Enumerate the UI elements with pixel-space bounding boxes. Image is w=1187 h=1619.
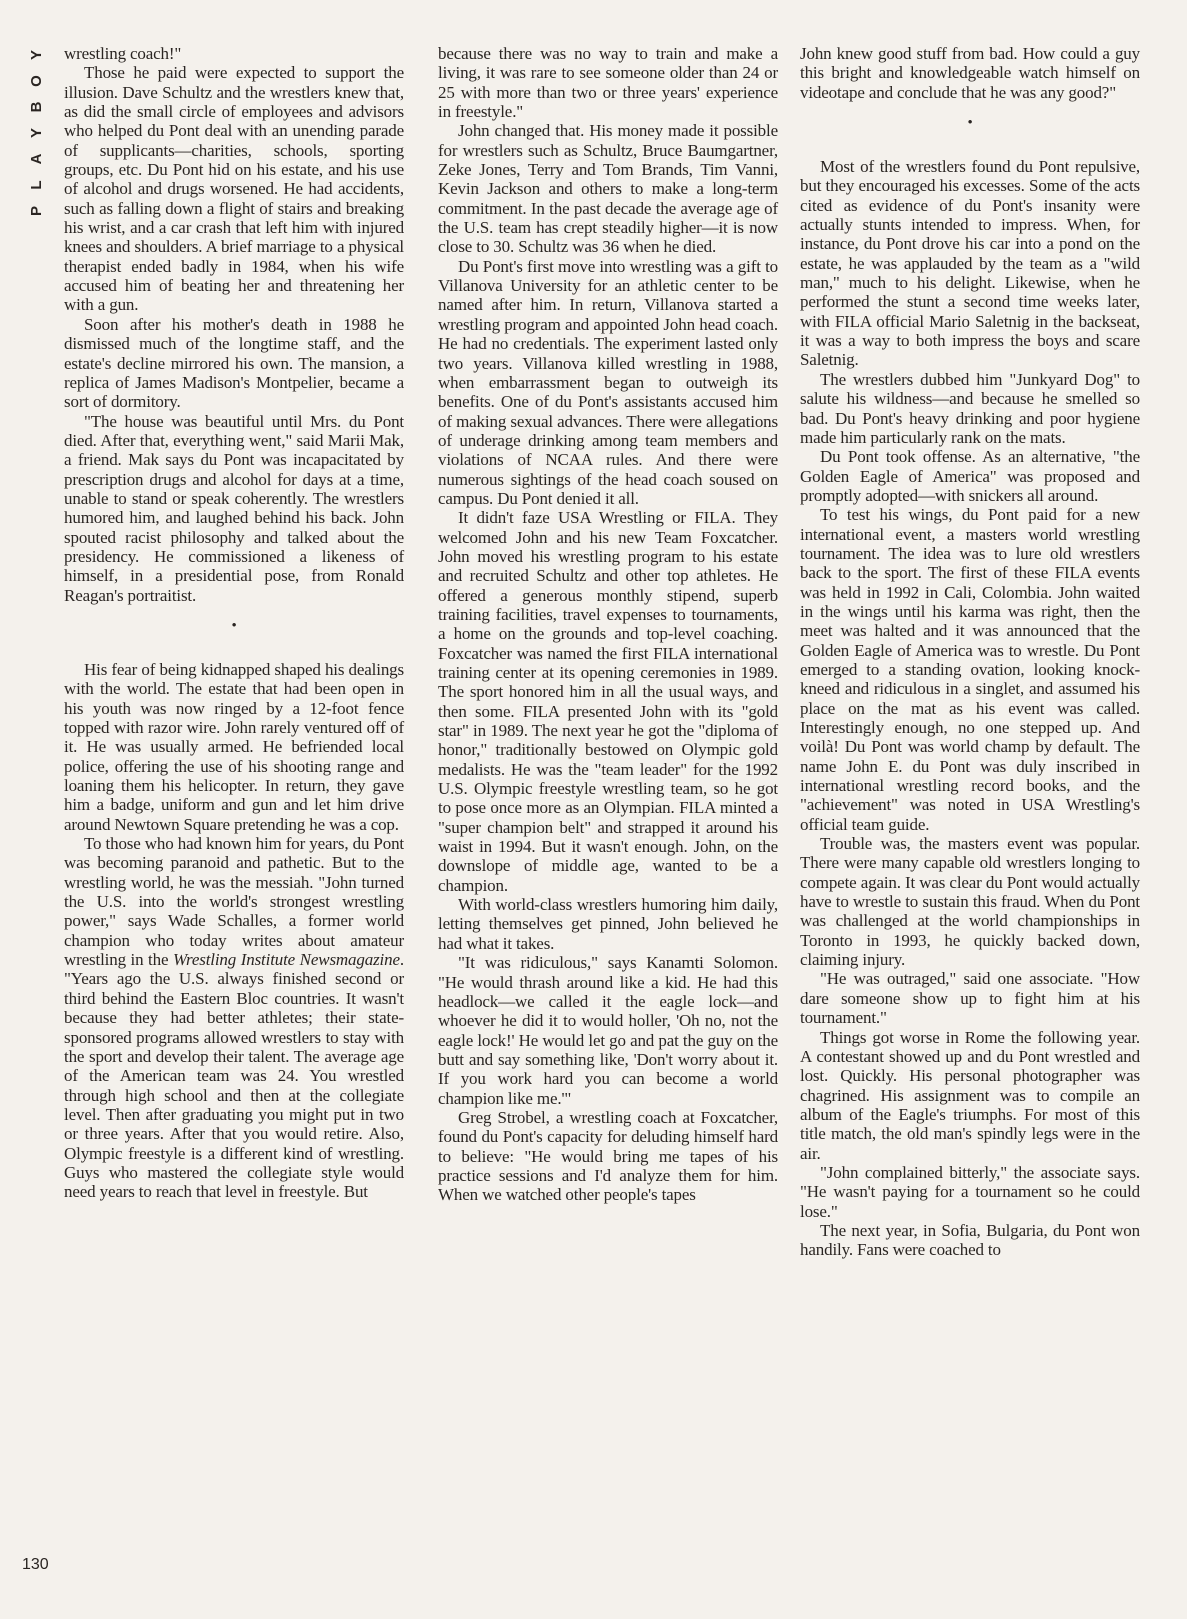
paragraph: The next year, in Sofia, Bulgaria, du Pont won handily. Fans were coached to (800, 1220, 1140, 1260)
paragraph: Greg Strobel, a wrestling coach at Foxcatcher, found du Pont's capacity for deluding himself hard to believe: "He would bring me tapes of his practice sessions and I'd analyze them for him. When we watched other people's tapes (438, 1107, 778, 1205)
paragraph: Trouble was, the masters event was popular. There were many capable old wrestlers longing to compete again. It was clear du Pont would actually have to wrestle to sustain this fraud. When du Pont was challenged at the world championships in Toronto in 1993, he quickly backed down, claiming injury. (800, 834, 1140, 970)
paragraph: His fear of being kidnapped shaped his dealings with the world. The estate that had been open in his youth was now ringed by a 12-foot fence topped with razor wire. John rarely ventured off of it. He was usually armed. He befriended local police, offering the use of his shooting range and loaning them his helicopter. In return, they gave him a badge, uniform and gun and let him drive around Newtown Square pretending he was a cop. (64, 659, 404, 834)
text-run: . "Years ago the U.S. always finished second or third behind the Eastern Bloc countries. It wasn't because they had better athletes; their state-sponsored programs allowed wrestlers to stay with the sport and develop their talent. The average age of the American team was 24. You wrestled through high school and then at the collegiate level. Then after graduating you might put in two or three years. After that you would retire. Also, Olympic freestyle is a different kind of wrestling. Guys who mastered the collegiate style would need years to reach that level in freestyle. But (64, 950, 404, 1202)
paragraph: "He was outraged," said one associate. "How dare someone show up to fight him at his tournament." (800, 969, 1140, 1028)
article-column-2 (438, 44, 778, 1205)
paragraph: With world-class wrestlers humoring him daily, letting themselves get pinned, John believed he had what it takes. (438, 895, 778, 953)
article-column-3 (800, 44, 1140, 1260)
magazine-letter: O (28, 75, 45, 87)
magazine-letter: A (28, 153, 45, 165)
paragraph: Things got worse in Rome the following year. A contestant showed up and du Pont wrestled and lost. Quickly. His personal photographer was chagrined. His assignment was to compile an album of the Eagle's triumphs. For most of this title match, the old man's spindly legs were in the air. (800, 1027, 1140, 1163)
article-column-1 (64, 44, 404, 1202)
publication-title: Wrestling Institute Newsmagazine (172, 950, 400, 970)
paragraph: Du Pont took offense. As an alternative, "the Golden Eagle of America" was proposed and promptly adopted—with snickers all around. (800, 447, 1140, 505)
magazine-name-vertical (22, 42, 52, 224)
section-break-bullet: • (967, 115, 973, 132)
paragraph: wrestling coach!" (64, 44, 182, 63)
section-break-bullet: • (231, 617, 237, 634)
text-run: To those who had known him for years, du Pont was becoming paranoid and pathetic. But to the wrestling world, he was the messiah. "John turned the U.S. into the world's strongest wrestling power," says Wade Schalles, a former world champion who today writes about amateur wrestling in the (64, 834, 404, 970)
paragraph: Those he paid were expected to support the illusion. Dave Schultz and the wrestlers knew that, as did the small circle of employees and advisors who helped du Pont deal with an unending parade of supplicants—charities, schools, sporting groups, etc. Du Pont hid on his estate, and his use of alcohol and drugs worsened. He had accidents, such as falling down a flight of stairs and breaking his wrist, and a car crash that left him with injured knees and shoulders. A brief marriage to a physical therapist ended badly in 1984, when his wife accused him of beating her and threatening her with a gun. (64, 63, 404, 315)
paragraph: because there was no way to train and make a living, it was rare to see someone older than 24 or 25 with more than two or three years' experience in freestyle." (438, 44, 778, 122)
magazine-letter: Y (28, 128, 45, 139)
paragraph: To test his wings, du Pont paid for a new international event, a masters world wrestling tournament. The idea was to lure old wrestlers back to the sport. The first of these FILA events was held in 1992 in Cali, Colombia. John waited in the wings until his karma was right, then the meet was halted and it was announced that the Golden Eagle of America was to wrestle. Du Pont emerged to a standing ovation, looking knock-kneed and ridiculous in a singlet, and assumed his place on the mat as his event was called. Interestingly enough, no one stepped up. And voilà! Du Pont was world champ by default. The name John E. du Pont was duly inscribed in international wrestling record books, and the "achievement" was noted in USA Wrestling's official team guide. (800, 505, 1140, 834)
paragraph: It didn't faze USA Wrestling or FILA. They welcomed John and his new Team Foxcatcher. John moved his wrestling program to his estate and recruited Schultz and other top athletes. He offered a generous monthly stipend, superb training facilities, travel expenses to tournaments, a home on the grounds and top-level coaching. Foxcatcher was named the first FILA international training center at its opening ceremonies in 1989. The sport honored him in all the usual ways, and then some. FILA presented John with its "gold star" in 1989. The next year he got the "diploma of honor," traditionally bestowed on Olympic gold medalists. He was the "team leader" for the 1992 U.S. Olympic freestyle wrestling team, so he got to pose once more as an Olympian. FILA minted a "super champion belt" and strapped it around his waist in 1994. But it wasn't enough. John, on the downslope of middle age, wanted to be a champion. (438, 508, 778, 895)
magazine-letter: P (28, 206, 45, 217)
paragraph: The wrestlers dubbed him "Junkyard Dog" to salute his wildness—and because he smelled so bad. Du Pont's heavy drinking and poor hygiene made him particularly rank on the mats. (800, 369, 1140, 447)
paragraph (64, 834, 404, 1202)
magazine-letter: L (28, 180, 45, 190)
paragraph: "John complained bitterly," the associate says. "He wasn't paying for a tournament so he could lose." (800, 1162, 1140, 1221)
paragraph: Most of the wrestlers found du Pont repulsive, but they encouraged his excesses. Some of the acts cited as evidence of du Pont's insanity were actually stunts intended to impress. When, for instance, du Pont drove his car into a pond on the estate, he was applauded by the team as a "wild man," much to his delight. Likewise, when he performed the stunt a second time weeks later, with FILA official Mario Saletnig in the backseat, it was a way to both impress the boys and scare Saletnig. (800, 157, 1140, 370)
paragraph: "The house was beautiful until Mrs. du Pont died. After that, everything went," said Marii Mak, a friend. Mak says du Pont was incapacitated by prescription drugs and alcohol for days at a time, unable to stand or speak coherently. The wrestlers humored him, and laughed behind his back. John spouted racist philosophy and talked about the presidency. He commissioned a likeness of himself, in a presidential pose, from Ronald Reagan's portraitist. (64, 411, 404, 605)
page-number: 130 (22, 1556, 49, 1573)
paragraph: John knew good stuff from bad. How could a guy this bright and knowledgeable watch himself on videotape and conclude that he was any good?" (800, 44, 1140, 102)
paragraph: Soon after his mother's death in 1988 he dismissed much of the longtime staff, and the estate's decline mirrored his own. The mansion, a replica of James Madison's Montpelier, became a sort of dormitory. (64, 314, 404, 412)
paragraph: John changed that. His money made it possible for wrestlers such as Schultz, Bruce Baumgartner, Zeke Jones, Terry and Tom Brands, Tim Vanni, Kevin Jackson and others to make a long-term commitment. In the past decade the average age of the U.S. team has crept steadily higher—it is now close to 30. Schultz was 36 when he died. (438, 121, 778, 257)
paragraph: Du Pont's first move into wrestling was a gift to Villanova University for an athletic center to be named after him. In return, Villanova started a wrestling program and appointed John head coach. He had no credentials. The experiment lasted only two years. Villanova killed wrestling in 1988, when embarrassment began to outweigh its benefits. One of du Pont's assistants accused him of making sexual advances. There were allegations of underage drinking among team members and violations of NCAA rules. And there were numerous sightings of the head coach soused on campus. Du Pont denied it all. (438, 256, 778, 508)
paragraph: "It was ridiculous," says Kanamti Solomon. "He would thrash around like a kid. He had this headlock—we called it the eagle lock—and whoever he did it to would holler, 'Oh no, not the eagle lock!' He would let go and pat the guy on the butt and say something like, 'Don't worry about it. If you work hard you can become a world champion like me.'" (438, 953, 778, 1108)
magazine-letter: Y (28, 50, 45, 61)
magazine-letter: B (28, 101, 45, 113)
